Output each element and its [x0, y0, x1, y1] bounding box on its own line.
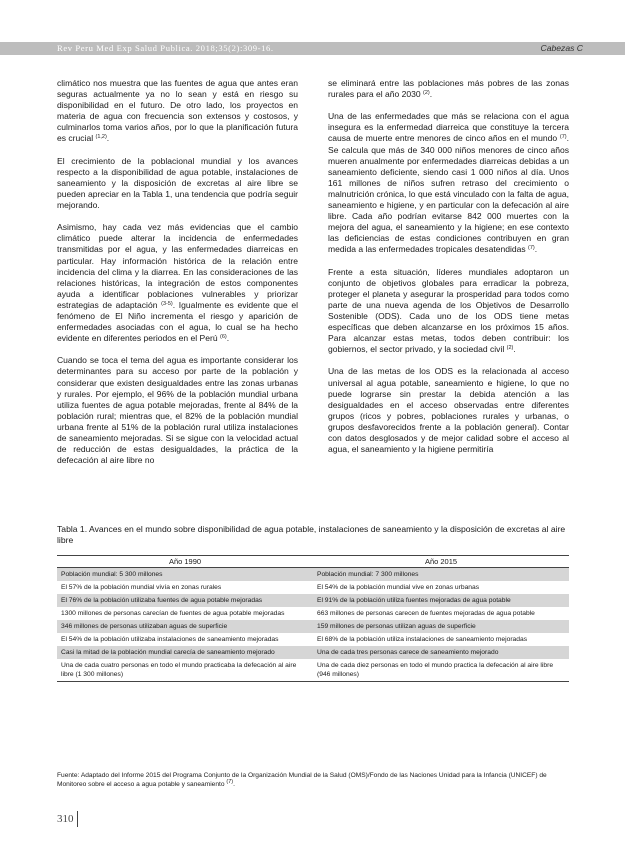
- table-cell: El 68% de la población utiliza instalaciones de saneamiento mejoradas: [317, 636, 528, 643]
- table-cell: Una de cada diez personas en todo el mundo practica la defecación al aire libre (946 millones): [313, 659, 569, 682]
- table-cell: Una de cada cuatro personas en todo el mundo practicaba la defecación al aire libre (1 300 millones): [57, 659, 313, 682]
- right-column: [328, 78, 569, 455]
- table-cell: El 57% de la población mundial vivía en zonas rurales: [61, 584, 222, 591]
- page-number-rule: [77, 811, 78, 827]
- table-row: [57, 581, 569, 594]
- column-header-1990: Año 1990: [57, 556, 313, 568]
- table-cell: 1300 millones de personas carecían de fuentes de agua potable mejoradas: [61, 610, 285, 617]
- left-column: [57, 78, 298, 466]
- table-cell: Una de cada tres personas carece de saneamiento mejorado: [313, 646, 569, 659]
- column-header-2015: Año 2015: [313, 556, 569, 568]
- paragraph: climático nos muestra que las fuentes de agua que antes eran seguras actualmente ya no lo sean y está en riesgo su disponibilidad en el futuro. De otro lado, los proyectos en materia de agua con frecuencia son extensos y costosos, y culminarlos toma varios años, por lo que la planificación futura es crucial $^{(1,2)}$.: [57, 78, 298, 144]
- page-number: 310: [57, 813, 74, 825]
- table-cell: 663 millones de personas carecen de fuentes mejoradas de agua potable: [317, 610, 535, 617]
- paragraph: Frente a esta situación, líderes mundiales adoptaron un conjunto de objetivos globales para erradicar la pobreza, proteger el planeta y asegurar la prosperidad para todos como parte de una nueva agenda de los Objetivos de Desarrollo Sostenible (ODS). Cada uno de los ODS tiene metas específicas que deben alcanzarse en los próximos 15 años. Para alcanzar estas metas, todos deben contribuir: los gobiernos, el sector privado, y la sociedad civil $^{(2)}$.: [328, 266, 569, 355]
- table-cell: 159 millones de personas utilizan aguas de superficie: [313, 620, 569, 633]
- table-row: [57, 633, 569, 646]
- paragraph: Asimismo, hay cada vez más evidencias que el cambio climático puede alterar la incidencia de enfermedades transmitidas por el agua, y las enfermedades diarreicas en particular. Hay información histórica de la relación entre incidencia del clima y la diarrea. En las consideraciones de las relaciones históricas, la integración de estos componentes ayuda a identificar poblaciones vulnerables y priorizar estrategias de adaptación $^{(3-5)}$. Igualmente es evidente que el fenómeno de El Niño incrementa el riesgo y aparición de enfermedades asociadas con el agua, lo cual se ha hecho evidente en diferentes periodos en el Perú $^{(6)}$.: [57, 222, 298, 344]
- table-cell: 346 millones de personas utilizaban aguas de superficie: [57, 620, 313, 633]
- table-cell: Población mundial: 7 300 millones: [313, 568, 569, 582]
- paragraph: El crecimiento de la poblacional mundial y los avances respecto a la disponibilidad de agua potable, instalaciones de saneamiento y la disposición de excretas al aire libre se pueden apreciar en la Tabla 1, una tendencia que podría seguir mejorando.: [57, 155, 298, 211]
- paragraph: Una de las enfermedades que más se relaciona con el agua insegura es la enfermedad diarreica que constituye la tercera causa de muerte entre menores de cinco años en el mundo $^{(7)}$. Se calcula que más de 340 000 niños menores de cinco años mueren anualmente por enfermedades diarreicas debidas a un saneamiento deficiente, siendo casi 1 000 niños al día. Unos 161 millones de niños sufren retraso del crecimiento o malnutrición crónica, lo que está vinculado con la falta de agua, saneamiento e higiene, y en particular con la defecación al aire libre. Cada año podrían evitarse 842 000 muertes con la mejora del agua, el saneamiento y la higiene; en ese contexto las deficiencias de estas condiciones contribuyen en gran medida a las enfermedades tropicales desatendidas $^{(7)}$.: [328, 111, 570, 255]
- table-cell: Población mundial: 5 300 millones: [57, 568, 313, 582]
- table-row: [57, 568, 569, 582]
- paragraph: se eliminará entre las poblaciones más pobres de las zonas rurales para el año 2030 $^{(2)}$.: [328, 78, 569, 100]
- paragraph: Una de las metas de los ODS es la relacionada al acceso universal al agua potable, saneamiento e higiene, lo que no puede lograrse sin prestar la debida atención a las desigualdades en el acceso observadas entre diferentes grupos (ricos y pobres, poblaciones rurales y urbanas, o grupos desfavorecidos frente a la población general). Contar con datos desglosados y de mejor calidad sobre el acceso al agua, el saneamiento y la higiene permitiría: [328, 366, 569, 455]
- journal-citation: Rev Peru Med Exp Salud Publica. 2018;35(2):309-16.: [57, 43, 274, 53]
- table-source-note: Fuente: Adaptado del Informe 2015 del Programa Conjunto de la Organización Mundial de la Salud (OMS)/Fondo de las Naciones Unidad para la Infancia (UNICEF) de Monitoreo sobre el acceso a agua potable y saneamiento $^{(7)}$.: [57, 772, 547, 788]
- table-row: [57, 646, 569, 659]
- table-cell: El 91% de la población utiliza fuentes mejoradas de agua potable: [313, 594, 569, 607]
- table-row: [57, 607, 569, 620]
- table-cell: Casi la mitad de la población mundial carecía de saneamiento mejorado: [57, 646, 313, 659]
- table-cell: El 54% de la población mundial vive en zonas urbanas: [317, 584, 480, 591]
- data-table: [57, 555, 569, 682]
- paragraph: Cuando se toca el tema del agua es importante considerar los determinantes para su acceso por parte de la población y considerar que existen desigualdades entre las zonas urbanas y rurales. Por ejemplo, el 96% de la población mundial urbana utiliza fuentes de agua potable mejoradas, frente al 84% de la población rural; mientras que, el 82% de la población mundial urbana frente al 51% de la población rural utiliza instalaciones de saneamiento mejoradas. Si se sigue con la velocidad actual de reducción de estas desigualdades, la práctica de la defecación al aire libre no: [57, 355, 298, 466]
- table-cell: El 54% de la población utilizaba instalaciones de saneamiento mejoradas: [61, 636, 279, 643]
- table-cell: El 76% de la población utilizaba fuentes de agua potable mejoradas: [57, 594, 313, 607]
- table-row: [57, 594, 569, 607]
- table-row: [57, 620, 569, 633]
- table-caption: Tabla 1. Avances en el mundo sobre disponibilidad de agua potable, instalaciones de saneamiento y la disposición de excretas al aire libre: [57, 524, 566, 546]
- running-author: Cabezas C: [540, 43, 583, 53]
- table-row: [57, 659, 569, 682]
